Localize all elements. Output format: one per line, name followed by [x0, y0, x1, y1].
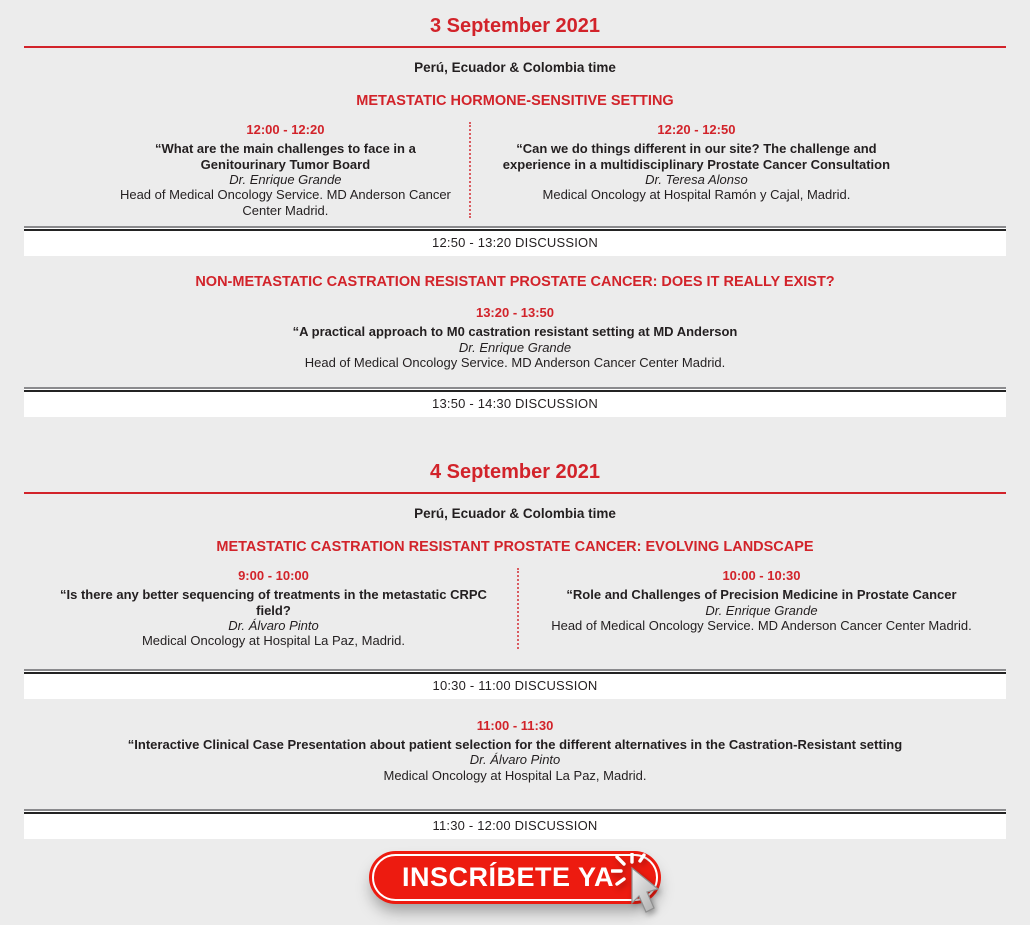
session-card: [519, 568, 1006, 649]
day-title: 3 September 2021: [429, 15, 601, 37]
session-card: [24, 122, 469, 218]
session-time: 10:00 - 10:30: [722, 568, 801, 584]
session-affiliation: Medical Oncology at Hospital La Paz, Madrid.: [383, 767, 647, 783]
session-affiliation: Medical Oncology at Hospital La Paz, Madrid.: [141, 633, 405, 649]
discussion-label: 10:30 - 11:00 DISCUSSION: [24, 674, 1006, 699]
session-title: “Can we do things different in our site? The challenge and experience in a multidisciplinary Prostate Cancer Consultation: [502, 141, 891, 172]
inscribete-button[interactable]: [369, 851, 661, 904]
red-divider: [24, 492, 1006, 494]
session-affiliation: Medical Oncology at Hospital Ramón y Cajal, Madrid.: [542, 187, 851, 203]
day-section-3-september: [24, 15, 1006, 417]
discussion-band: [24, 226, 1006, 256]
session-speaker: Dr. Álvaro Pinto: [228, 618, 319, 634]
click-cursor-icon: [611, 853, 675, 925]
discussion-band: [24, 387, 1006, 417]
timezone-label: Perú, Ecuador & Colombia time: [414, 506, 616, 522]
cta-area: [24, 851, 1006, 904]
session-affiliation: Head of Medical Oncology Service. MD Anderson Cancer Center Madrid.: [304, 354, 726, 370]
red-divider: [24, 46, 1006, 48]
session-speaker: Dr. Enrique Grande: [705, 602, 818, 618]
cta-label: INSCRÍBETE YA: [401, 862, 615, 893]
session-row: [24, 568, 1006, 649]
timezone-label: Perú, Ecuador & Colombia time: [414, 60, 616, 75]
day-title: 4 September 2021: [429, 461, 601, 484]
session-time: 12:00 - 12:20: [246, 121, 325, 137]
day-section-4-september: [24, 461, 1006, 839]
pointer-arrow: [632, 868, 658, 912]
discussion-label: 13:50 - 14:30 DISCUSSION: [24, 392, 1006, 417]
session-card: [24, 305, 1006, 370]
session-title: “What are the main challenges to face in a Genitourinary Tumor Board: [155, 141, 416, 172]
discussion-band: [24, 669, 1006, 699]
session-time: 11:00 - 11:30: [476, 717, 554, 733]
session-card: [24, 718, 1006, 783]
session-time: 13:20 - 13:50: [475, 304, 555, 320]
session-affiliation: Head of Medical Oncology Service. MD Anderson Cancer Center Madrid.: [119, 187, 451, 218]
session-card: [471, 122, 1006, 218]
session-speaker: Dr. Álvaro Pinto: [469, 752, 561, 768]
session-speaker: Dr. Enrique Grande: [229, 171, 342, 187]
session-affiliation: Head of Medical Oncology Service. MD Anderson Cancer Center Madrid.: [551, 618, 972, 634]
session-title: “Role and Challenges of Precision Medicine in Prostate Cancer: [566, 587, 957, 603]
discussion-band: [24, 809, 1006, 839]
discussion-label: 12:50 - 13:20 DISCUSSION: [24, 231, 1006, 256]
session-title: “Interactive Clinical Case Presentation about patient selection for the different alternatives in the Castration-Resistant setting: [127, 737, 903, 753]
session-card: [24, 568, 517, 649]
session-title: “A practical approach to M0 castration resistant setting at MD Anderson: [292, 324, 738, 340]
discussion-label: 11:30 - 12:00 DISCUSSION: [24, 814, 1006, 839]
session-speaker: Dr. Enrique Grande: [458, 339, 572, 355]
session-speaker: Dr. Teresa Alonso: [645, 171, 748, 187]
session-title: “Is there any better sequencing of treatments in the metastatic CRPC field?: [60, 587, 487, 618]
session-row: [24, 122, 1006, 218]
section-heading: METASTATIC CASTRATION RESISTANT PROSTATE CANCER: EVOLVING LANDSCAPE: [216, 539, 814, 556]
section-heading: METASTATIC HORMONE-SENSITIVE SETTING: [356, 93, 674, 109]
session-time: 12:20 - 12:50: [657, 121, 736, 137]
section-heading: NON-METASTATIC CASTRATION RESISTANT PROSTATE CANCER: DOES IT REALLY EXIST?: [195, 273, 835, 290]
session-time: 9:00 - 10:00: [238, 568, 309, 584]
